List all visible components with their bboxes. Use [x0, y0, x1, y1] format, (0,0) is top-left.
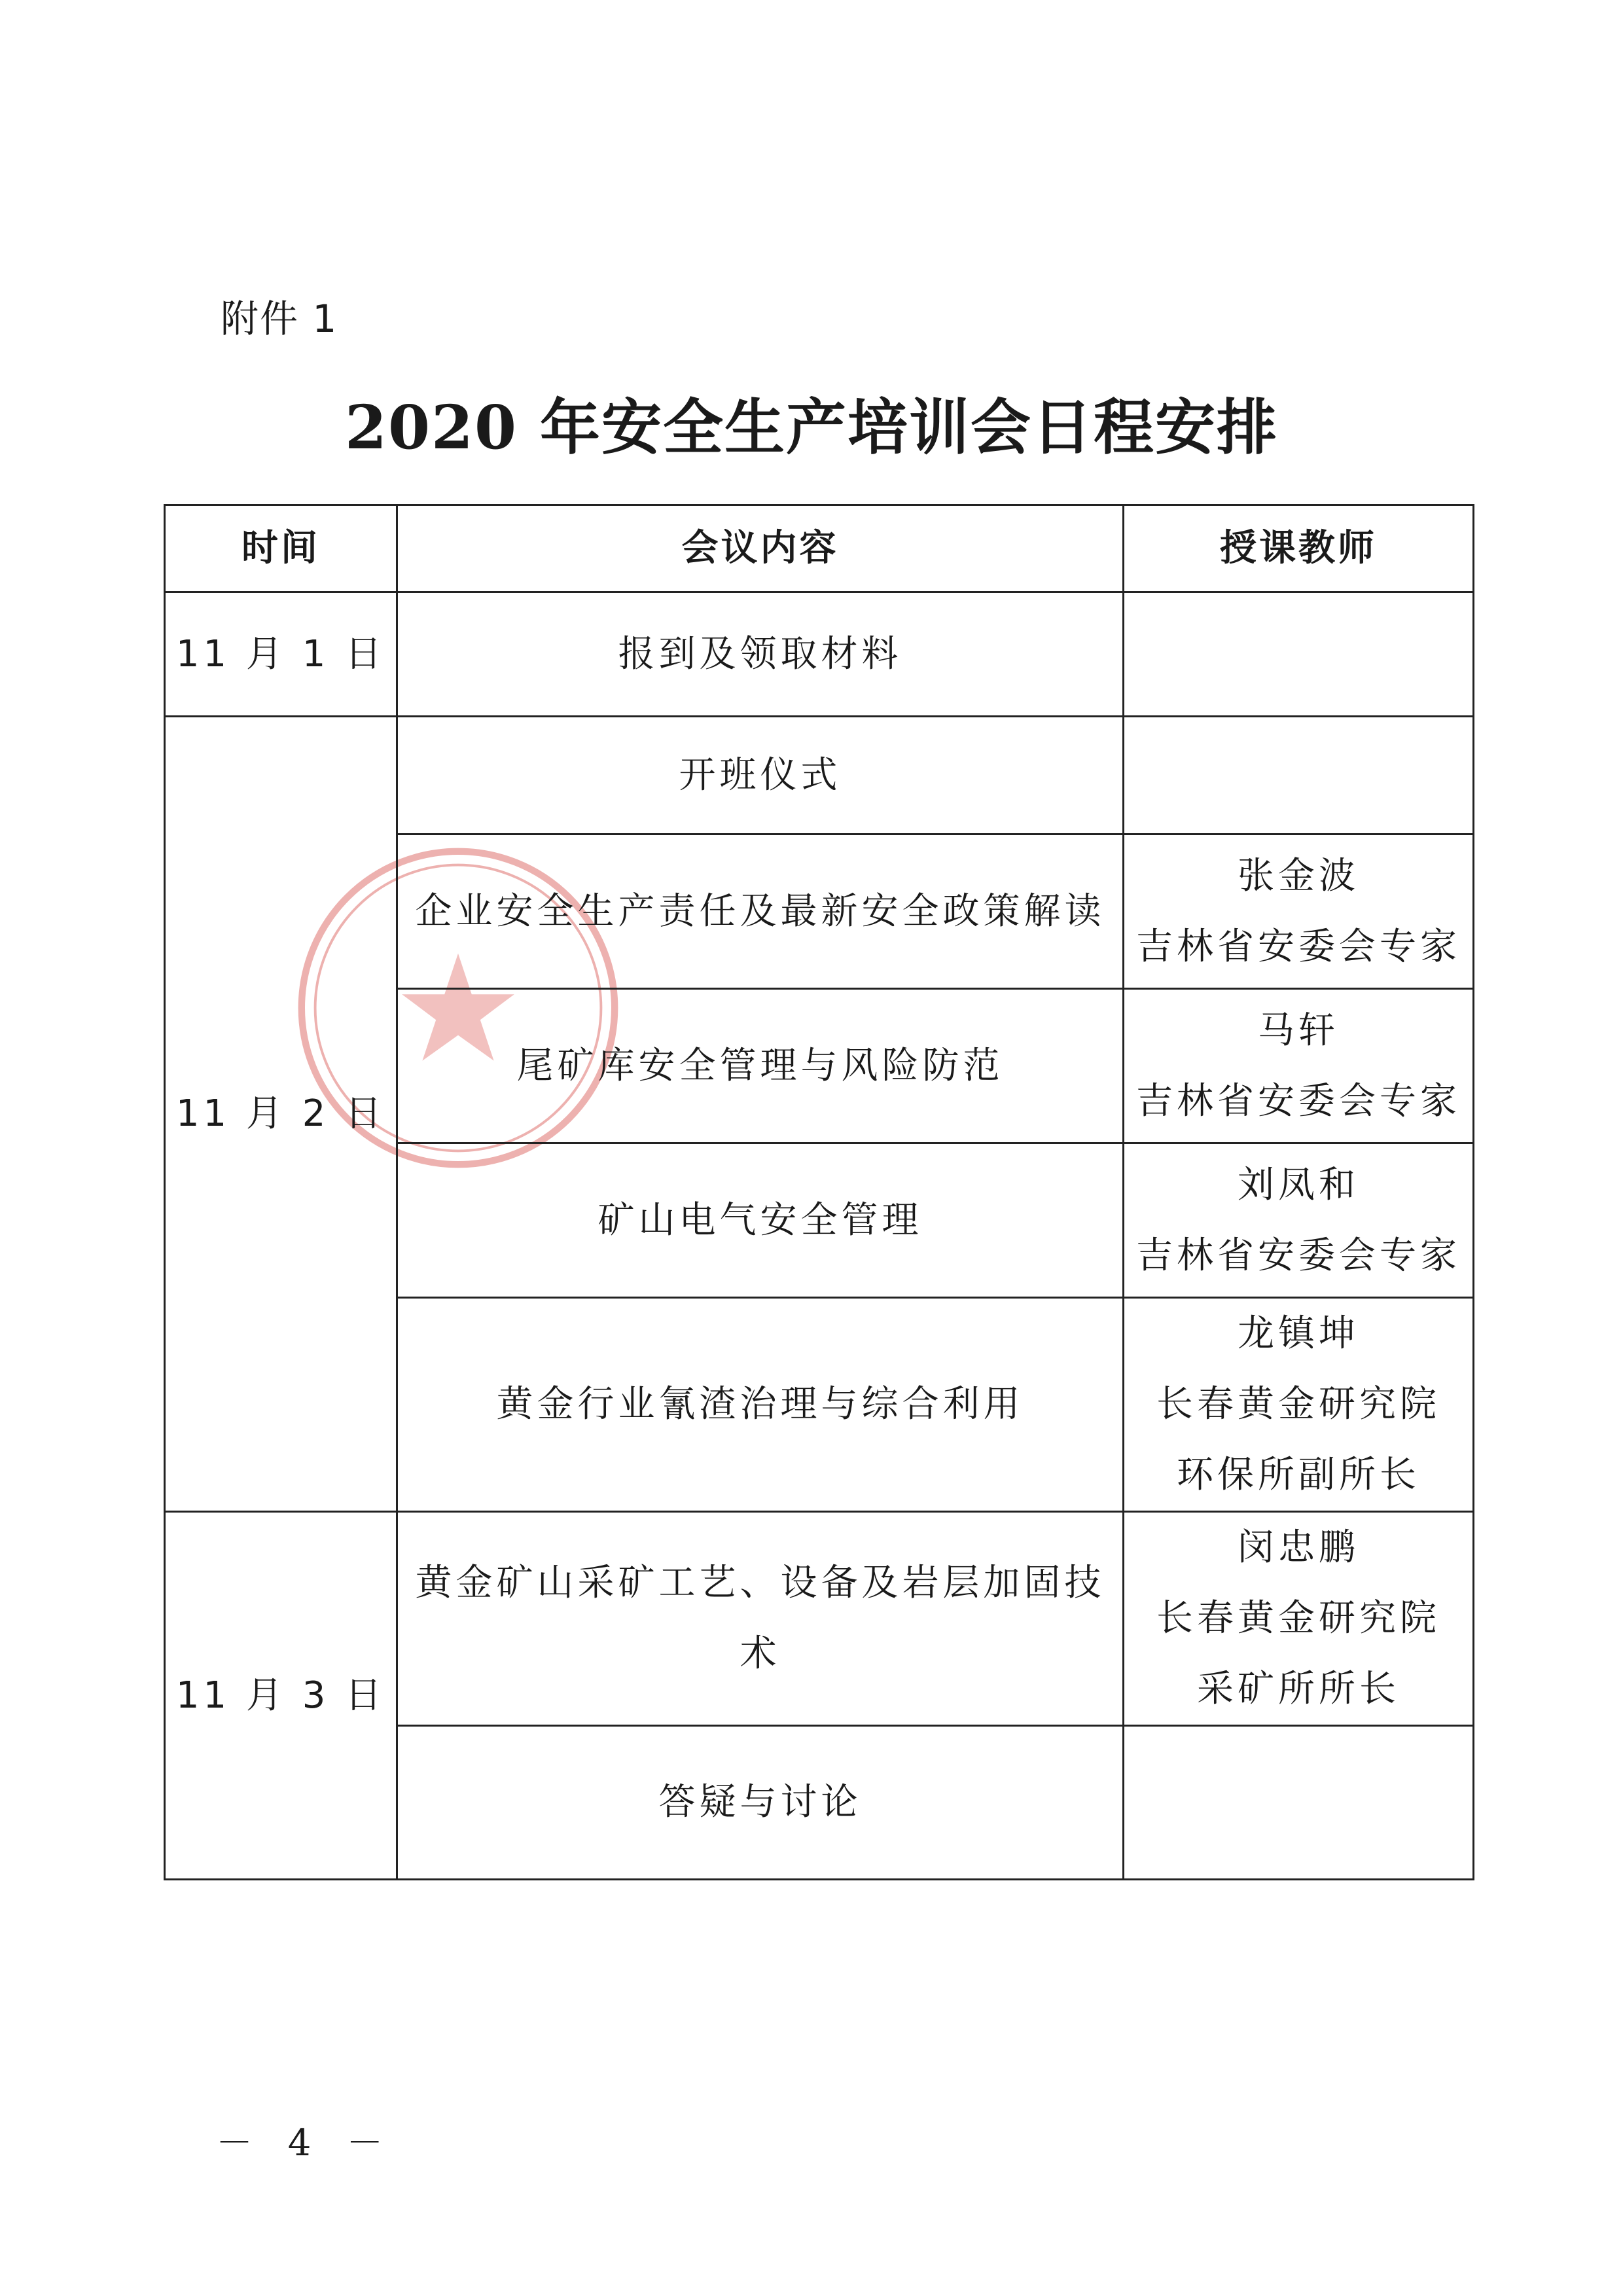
teacher-cell: [1124, 1298, 1474, 1512]
page-title: 2020 年安全生产培训会日程安排: [344, 392, 1279, 463]
content-cell: 开班仪式: [397, 717, 1124, 834]
table-row: [165, 717, 1474, 834]
page-number: － 4 －: [216, 2122, 395, 2164]
content-cell: 答疑与讨论: [397, 1726, 1124, 1880]
teacher-org: 长春黄金研究院: [1156, 1597, 1440, 1640]
teacher-name: 闵忠鹏: [1238, 1526, 1359, 1569]
teacher-name: 刘凤和: [1238, 1163, 1359, 1206]
date-cell: 11 月 1 日: [165, 592, 397, 717]
teacher-name: 张金波: [1238, 854, 1359, 897]
teacher-cell: [1124, 989, 1474, 1143]
teacher-cell: [1124, 592, 1474, 717]
teacher-cell: [1124, 1143, 1474, 1298]
date-cell: 11 月 2 日: [165, 717, 397, 1512]
table-row: [165, 592, 1474, 717]
content-cell: 矿山电气安全管理: [397, 1143, 1124, 1298]
content-cell: 黄金矿山采矿工艺、设备及岩层加固技术: [397, 1512, 1124, 1726]
date-cell: 11 月 3 日: [165, 1512, 397, 1880]
teacher-cell: [1124, 834, 1474, 989]
teacher-cell: [1124, 1726, 1474, 1880]
teacher-cell: [1124, 717, 1474, 834]
header-time: 时间: [165, 505, 397, 592]
header-content: 会议内容: [397, 505, 1124, 592]
teacher-title: 吉林省安委会专家: [1136, 1079, 1461, 1122]
attachment-label: 附件 1: [221, 296, 338, 341]
teacher-name: 龙镇坤: [1238, 1312, 1359, 1355]
teacher-title: 采矿所所长: [1197, 1668, 1400, 1710]
teacher-name: 马轩: [1258, 1009, 1339, 1052]
content-cell: 报到及领取材料: [397, 592, 1124, 717]
content-cell: 尾矿库安全管理与风险防范: [397, 989, 1124, 1143]
schedule-table: [164, 504, 1474, 1880]
content-cell: 企业安全生产责任及最新安全政策解读: [397, 834, 1124, 989]
teacher-cell: [1124, 1512, 1474, 1726]
table-header-row: [165, 505, 1474, 592]
content-cell: 黄金行业氰渣治理与综合利用: [397, 1298, 1124, 1512]
teacher-org: 长春黄金研究院: [1156, 1383, 1440, 1426]
table-row: [165, 1512, 1474, 1726]
teacher-title: 吉林省安委会专家: [1136, 925, 1461, 968]
teacher-title: 环保所副所长: [1177, 1454, 1420, 1496]
header-teacher: 授课教师: [1124, 505, 1474, 592]
teacher-title: 吉林省安委会专家: [1136, 1234, 1461, 1277]
